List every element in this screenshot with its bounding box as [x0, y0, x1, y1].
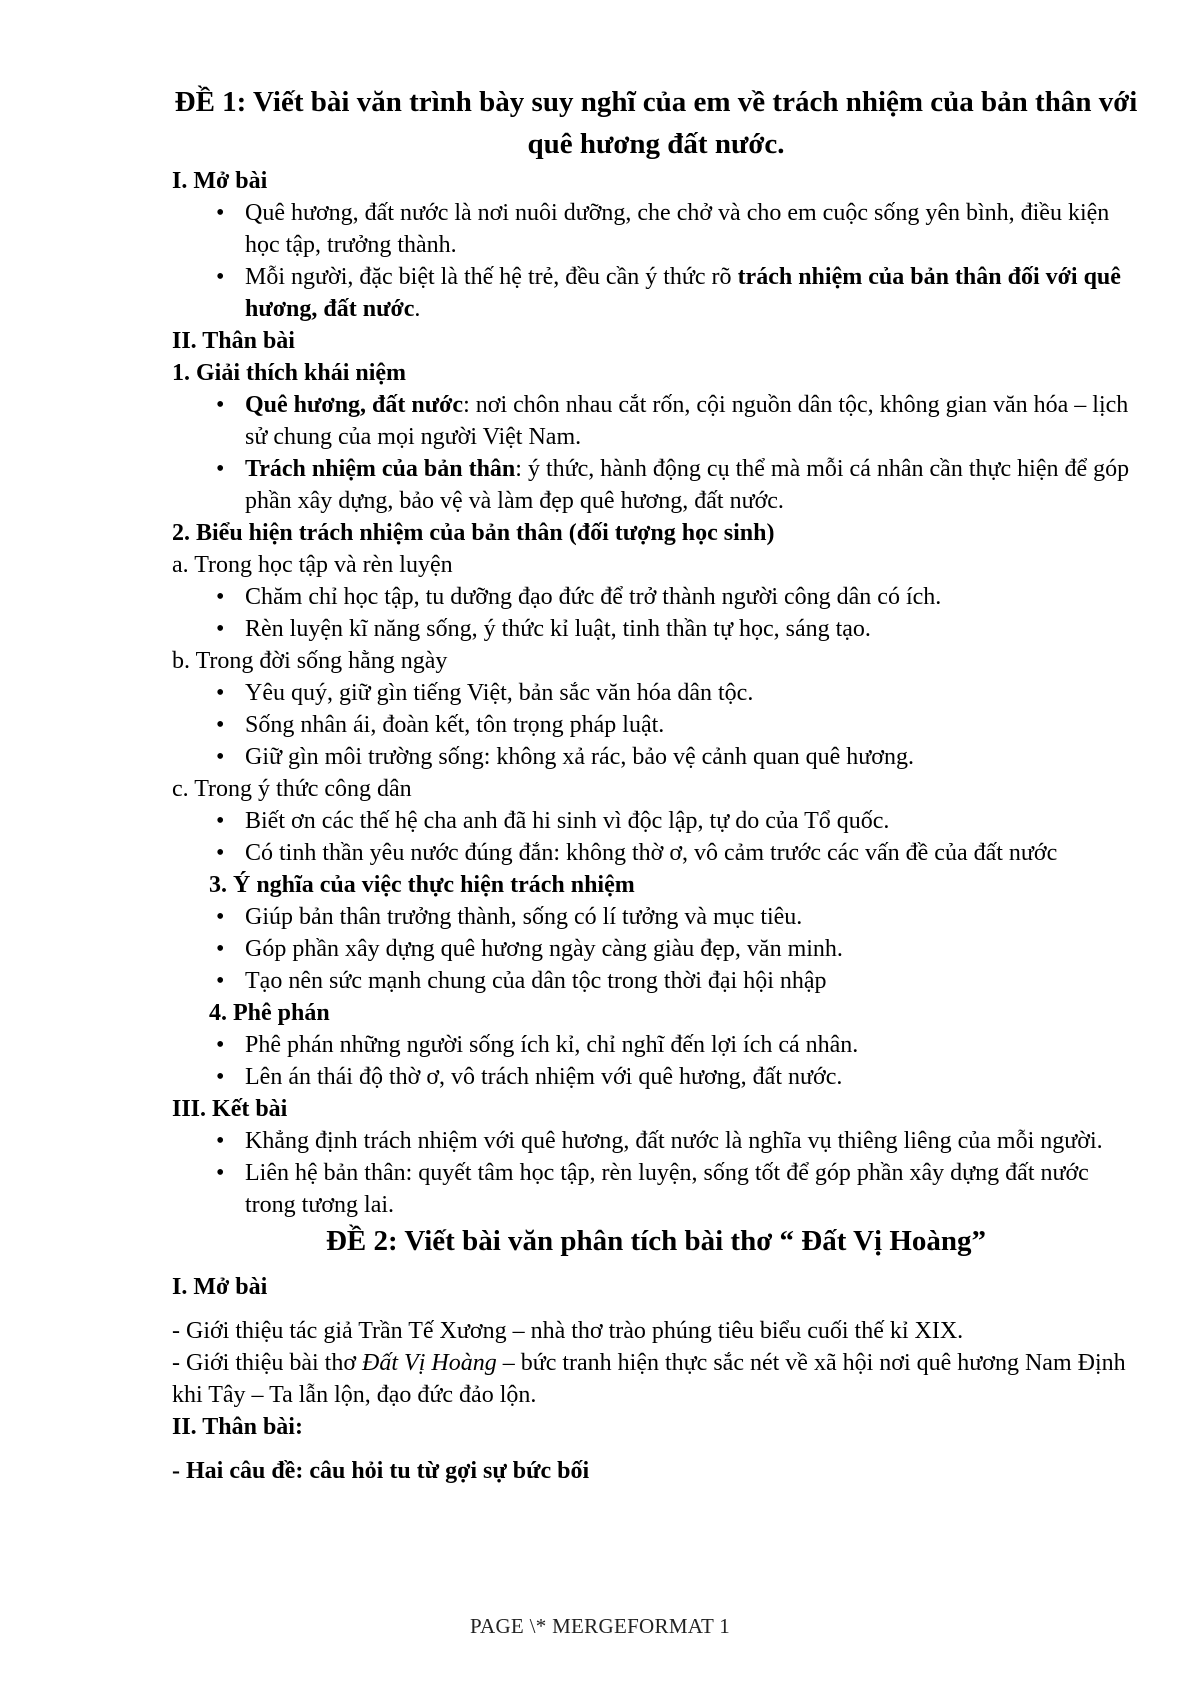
de1-ket-bai-heading: III. Kết bài — [172, 1096, 288, 1122]
de1-s2b-list — [172, 677, 1140, 773]
list-item: • Phê phán những người sống ích kỉ, chỉ nghĩ đến lợi ích cá nhân. — [245, 1029, 1140, 1061]
spacer — [172, 1443, 1140, 1455]
de1-s4-heading: 4. Phê phán — [209, 1000, 330, 1026]
list-item: • Mỗi người, đặc biệt là thế hệ trẻ, đều cần ý thức rõ trách nhiệm của bản thân đối với quê hương, đất nước. — [245, 261, 1140, 325]
de1-s3-heading: 3. Ý nghĩa của việc thực hiện trách nhiệm — [209, 872, 635, 898]
list-item: • Biết ơn các thế hệ cha anh đã hi sinh vì độc lập, tự do của Tổ quốc. — [245, 805, 1140, 837]
list-item: • Trách nhiệm của bản thân: ý thức, hành động cụ thể mà mỗi cá nhân cần thực hiện để góp phần xây dựng, bảo vệ và làm đẹp quê hương, đất nước. — [245, 453, 1140, 517]
list-item: • Quê hương, đất nước là nơi nuôi dưỡng, che chở và cho em cuộc sống yên bình, điều kiện học tập, trưởng thành. — [245, 197, 1140, 261]
list-item: • Liên hệ bản thân: quyết tâm học tập, rèn luyện, sống tốt để góp phần xây dựng đất nước trong tương lai. — [245, 1157, 1140, 1221]
de1-s2a-label: a. Trong học tập và rèn luyện — [172, 552, 453, 578]
list-item: • Có tinh thần yêu nước đúng đắn: không thờ ơ, vô cảm trước các vấn đề của đất nước — [245, 837, 1140, 869]
de1-ket-bai-list — [172, 1125, 1140, 1221]
de1-s2-heading: 2. Biểu hiện trách nhiệm của bản thân (đối tượng học sinh) — [172, 520, 775, 546]
list-item: • Giúp bản thân trưởng thành, sống có lí tưởng và mục tiêu. — [245, 901, 1140, 933]
de1-title: ĐỀ 1: Viết bài văn trình bày suy nghĩ của em về trách nhiệm của bản thân với quê hương đất nước. — [174, 86, 1138, 160]
list-item: • Rèn luyện kĩ năng sống, ý thức kỉ luật, tinh thần tự học, sáng tạo. — [245, 613, 1140, 645]
list-item: • Lên án thái độ thờ ơ, vô trách nhiệm với quê hương, đất nước. — [245, 1061, 1140, 1093]
de1-s4-list — [172, 1029, 1140, 1093]
de1-mo-bai-heading: I. Mở bài — [172, 168, 268, 194]
list-item: • Sống nhân ái, đoàn kết, tôn trọng pháp luật. — [245, 709, 1140, 741]
de1-s2c-label: c. Trong ý thức công dân — [172, 776, 412, 802]
de2-mo-bai-heading: I. Mở bài — [172, 1274, 268, 1300]
de2-than-bai-heading: II. Thân bài: — [172, 1414, 303, 1440]
de2-paragraph-1: - Giới thiệu tác giả Trần Tế Xương – nhà thơ trào phúng tiêu biểu cuối thế kỉ XIX. — [172, 1318, 964, 1344]
de2-paragraph-2: - Giới thiệu bài thơ Đất Vị Hoàng – bức tranh hiện thực sắc nét về xã hội nơi quê hương Nam Định khi Tây – Ta lẫn lộn, đạo đức đảo lộn. — [172, 1350, 1126, 1408]
list-item: • Tạo nên sức mạnh chung của dân tộc trong thời đại hội nhập — [245, 965, 1140, 997]
de1-than-bai-heading: II. Thân bài — [172, 328, 295, 354]
spacer — [172, 1261, 1140, 1271]
list-item: • Quê hương, đất nước: nơi chôn nhau cắt rốn, cội nguồn dân tộc, không gian văn hóa – lịch sử chung của mọi người Việt Nam. — [245, 389, 1140, 453]
de1-s2c-list — [172, 805, 1140, 869]
de2-paragraph-3: - Hai câu đề: câu hỏi tu từ gợi sự bức bối — [172, 1458, 590, 1484]
document-content — [172, 81, 1140, 1487]
list-item: • Khẳng định trách nhiệm với quê hương, đất nước là nghĩa vụ thiêng liêng của mỗi người. — [245, 1125, 1140, 1157]
list-item: • Chăm chỉ học tập, tu dưỡng đạo đức để trở thành người công dân có ích. — [245, 581, 1140, 613]
de1-s2b-label: b. Trong đời sống hằng ngày — [172, 648, 448, 674]
page-footer: PAGE \* MERGEFORMAT 1 — [469, 1614, 731, 1638]
list-item: • Giữ gìn môi trường sống: không xả rác, bảo vệ cảnh quan quê hương. — [245, 741, 1140, 773]
spacer — [172, 1303, 1140, 1315]
de1-s1-heading: 1. Giải thích khái niệm — [172, 360, 407, 386]
de2-title: ĐỀ 2: Viết bài văn phân tích bài thơ “ Đất Vị Hoàng” — [325, 1225, 987, 1257]
list-item: • Góp phần xây dựng quê hương ngày càng giàu đẹp, văn minh. — [245, 933, 1140, 965]
de1-s1-list — [172, 389, 1140, 517]
de1-s2a-list — [172, 581, 1140, 645]
de1-s3-list — [172, 901, 1140, 997]
list-item: • Yêu quý, giữ gìn tiếng Việt, bản sắc văn hóa dân tộc. — [245, 677, 1140, 709]
de1-mo-bai-list — [172, 197, 1140, 325]
